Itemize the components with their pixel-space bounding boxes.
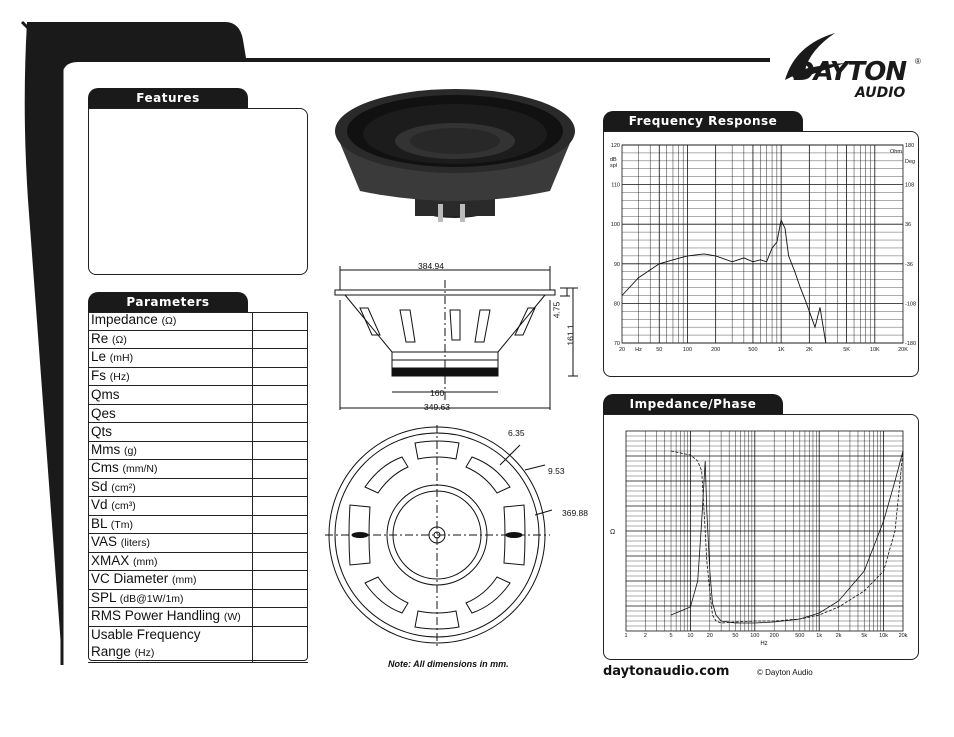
fr-y-tick-left: 80: [613, 301, 620, 308]
param-unit: (cm²): [111, 481, 136, 494]
fr-x-tick: 20: [618, 347, 626, 353]
fr-y-tick-right: -180: [905, 341, 917, 347]
param-label-text: VAS: [91, 534, 118, 550]
fr-x-tick: 10K: [869, 347, 880, 353]
ip-x-tick: 10k: [879, 633, 889, 639]
brand-logo: [775, 25, 925, 105]
param-unit: (dB@1W/1m): [119, 592, 184, 605]
param-unit: (Hz): [109, 370, 130, 383]
fr-y-tick-right: -108: [905, 301, 917, 308]
param-label-text: Qes: [91, 405, 116, 421]
param-label-text-2: Range: [91, 644, 131, 659]
ip-x-tick: 1k: [816, 633, 823, 639]
param-label-text: SPL: [91, 589, 117, 605]
front-view-drawing: [320, 425, 560, 650]
ip-x-tick: 500: [795, 633, 805, 639]
param-unit: (mm): [133, 555, 158, 568]
footer-website[interactable]: daytonaudio.com: [603, 664, 730, 679]
ip-x-tick: 20k: [898, 633, 908, 639]
dim-magnet: 160: [430, 388, 445, 398]
dim-height: 161.1: [565, 324, 576, 346]
param-label-text: Cms: [91, 460, 119, 476]
fr-plot-area: [622, 145, 903, 343]
impedance-phase-chart: [603, 414, 919, 660]
param-label-text: Usable Frequency: [91, 627, 201, 642]
ip-x-tick: 100: [750, 633, 760, 639]
param-label-text: Mms: [91, 441, 121, 457]
features-box: [88, 108, 308, 275]
fr-y-tick-left: 70: [613, 341, 620, 347]
param-unit: (W): [223, 611, 241, 624]
fr-x-tick: 50: [656, 347, 663, 353]
fr-x-tick: 5K: [843, 347, 850, 353]
fr-y-tick-right: 108: [905, 182, 915, 189]
fr-y-label-right: Ohm: [890, 149, 902, 155]
param-label-text: BL: [91, 515, 108, 531]
param-unit: (Hz): [134, 647, 155, 659]
fr-y-tick-right: 180: [905, 143, 915, 149]
brand-sub: AUDIO: [855, 85, 906, 101]
fr-y-unit-left: spl: [610, 163, 618, 169]
param-label-text: Impedance: [91, 312, 158, 328]
param-unit: (mm/N): [122, 463, 158, 476]
fr-y-tick-left: 120: [610, 143, 620, 149]
dim-depth-small: 4.75: [551, 301, 562, 319]
brand-name: DAYTON: [793, 57, 907, 87]
fr-series-line: [622, 220, 826, 343]
fr-x-tick: 1K: [777, 347, 785, 353]
impedance-phase-title: Impedance/Phase: [603, 394, 783, 414]
fr-y-tick-right: 36: [905, 222, 912, 229]
param-label-text: Vd: [91, 497, 108, 513]
param-label-text: Re: [91, 330, 109, 346]
frequency-response-chart: [603, 131, 919, 377]
fr-x-tick: 2K: [805, 347, 813, 353]
param-label-text: Qts: [91, 424, 113, 440]
param-unit: (g): [124, 444, 137, 457]
param-label-text: XMAX: [91, 552, 130, 568]
dim-slot: 9.53: [548, 466, 565, 476]
param-label-text: Le: [91, 349, 107, 365]
ip-x-tick: 2k: [835, 633, 842, 639]
ip-x-tick: 5k: [861, 633, 868, 639]
ip-x-tick: 5: [669, 633, 673, 639]
fr-x-tick: 20K: [898, 347, 908, 353]
ip-x-label: Hz: [760, 641, 768, 647]
fr-y-unit-right: Deg: [905, 159, 916, 165]
ip-x-tick: 200: [769, 633, 779, 639]
dim-hole: 6.35: [508, 428, 525, 438]
brand-reg: ®: [915, 57, 921, 66]
speaker-photo: [330, 86, 580, 246]
ip-x-tick: 10: [687, 633, 694, 639]
fr-y-tick-left: 110: [611, 182, 620, 189]
param-label-text: VC Diameter: [91, 571, 169, 587]
fr-y-label-left: dB: [610, 157, 617, 163]
param-unit: (mm): [172, 574, 197, 587]
parameters-table-border: [88, 312, 308, 661]
param-label-text: Qms: [91, 387, 120, 403]
param-unit: (Ω): [161, 315, 177, 328]
ip-x-tick: 20: [706, 633, 713, 639]
fr-y-tick-right: -36: [905, 261, 913, 268]
param-unit: (liters): [120, 537, 150, 550]
param-label-text: Fs: [91, 367, 106, 383]
frequency-response-title: Frequency Response: [603, 111, 803, 131]
param-label-text: Sd: [91, 478, 108, 494]
parameters-title: Parameters: [88, 292, 248, 312]
footer-copyright: © Dayton Audio: [757, 668, 813, 677]
fr-y-tick-left: 90: [613, 261, 620, 268]
dim-basket: 349.63: [424, 402, 450, 412]
dim-bolt-circle: 369.88: [562, 508, 588, 518]
fr-x-tick: 100: [682, 347, 693, 353]
param-label-text: RMS Power Handling: [91, 608, 221, 624]
fr-x-tick: 500: [748, 347, 758, 353]
ip-x-tick: 50: [732, 633, 739, 639]
ip-y-label: Ω: [610, 529, 616, 536]
ip-x-tick: 1: [624, 633, 628, 639]
param-unit: (Ω): [112, 333, 127, 346]
param-unit: (cm³): [111, 500, 136, 513]
ip-x-tick: 2: [643, 633, 647, 639]
dim-top-width: 384.94: [418, 261, 444, 271]
param-unit: (Tm): [110, 518, 133, 531]
dimensions-note: Note: All dimensions in mm.: [388, 659, 509, 669]
param-unit: (mH): [109, 352, 134, 365]
side-view-drawing: [320, 260, 590, 420]
fr-x-tick: Hz: [635, 347, 642, 353]
fr-x-tick: 200: [711, 347, 721, 353]
fr-y-tick-left: 100: [610, 222, 620, 229]
features-title: Features: [88, 88, 248, 108]
